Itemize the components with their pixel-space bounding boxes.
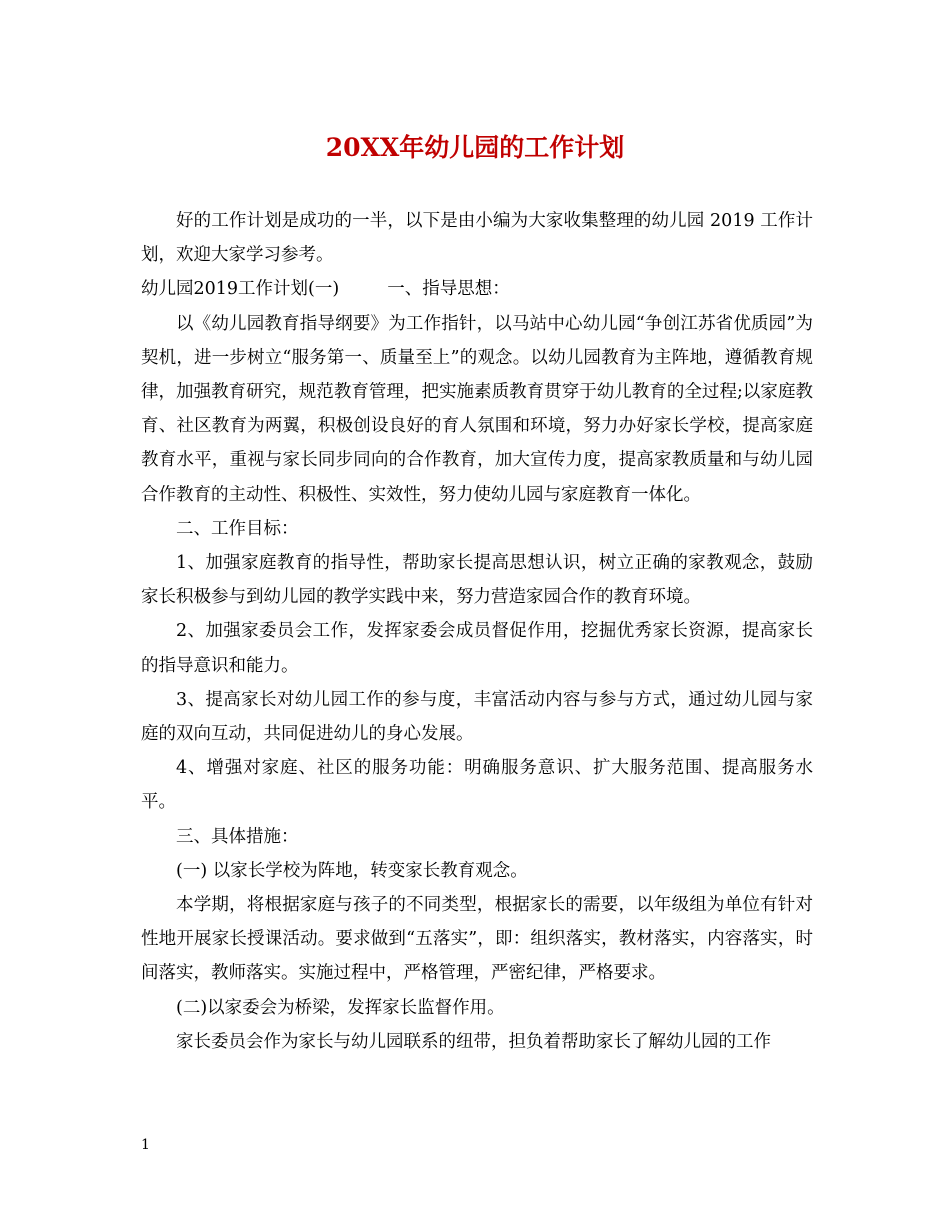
paragraph-plan-heading bbox=[141, 272, 813, 306]
subheading-measure-2: (二)以家委会为桥梁，发挥家长监督作用。 bbox=[176, 997, 505, 1018]
document-body bbox=[141, 204, 813, 1059]
section-heading-goals: 二、工作目标： bbox=[176, 518, 299, 539]
paragraph-measure-1: 本学期，将根据家庭与孩子的不同类型，根据家长的需要，以年级组为单位有针对性地开展家长授课活动。要求做到“五落实”，即：组织落实，教材落实，内容落实，时间落实，教师落实。实施过程中，严格管理，严密纪律，严格要求。 bbox=[141, 895, 813, 984]
plan-label: 幼儿园2019工作计划(一) bbox=[141, 279, 340, 300]
paragraph-measure-2: 家长委员会作为家长与幼儿园联系的纽带，担负着帮助家长了解幼儿园的工作 bbox=[176, 1031, 771, 1052]
document-title: 20XX年幼儿园的工作计划 bbox=[325, 133, 625, 162]
paragraph-intro: 好的工作计划是成功的一半，以下是由小编为大家收集整理的幼儿园 2019 工作计划，欢迎大家学习参考。 bbox=[141, 211, 813, 266]
section-heading-guiding-thought: 一、指导思想： bbox=[387, 279, 510, 300]
paragraph-goal-4: 4、增强对家庭、社区的服务功能：明确服务意识、扩大服务范围、提高服务水平。 bbox=[141, 758, 813, 813]
paragraph-goal-2: 2、加强家委员会工作，发挥家委会成员督促作用，挖掘优秀家长资源，提高家长的指导意识和能力。 bbox=[141, 621, 813, 676]
paragraph-goal-1: 1、加强家庭教育的指导性，帮助家长提高思想认识，树立正确的家教观念，鼓励家长积极参与到幼儿园的教学实践中来，努力营造家园合作的教育环境。 bbox=[141, 553, 813, 608]
paragraph-goal-3: 3、提高家长对幼儿园工作的参与度，丰富活动内容与参与方式，通过幼儿园与家庭的双向互动，共同促进幼儿的身心发展。 bbox=[141, 689, 813, 745]
section-heading-measures: 三、具体措施： bbox=[176, 826, 299, 847]
page-number: 1 bbox=[141, 1137, 150, 1153]
paragraph-guiding-thought: 以《幼儿园教育指导纲要》为工作指针，以马站中心幼儿园“争创江苏省优质园”为契机，进一步树立“服务第一、质量至上”的观念。以幼儿园教育为主阵地，遵循教育规律，加强教育研究，规范教育管理，把实施素质教育贯穿于幼儿教育的全过程;以家庭教育、社区教育为两翼，积极创设良好的育人氛围和环境，努力办好家长学校，提高家庭教育水平，重视与家长同步同向的合作教育，加大宣传力度，提高家教质量和与幼儿园合作教育的主动性、积极性、实效性，努力使幼儿园与家庭教育一体化。 bbox=[141, 313, 813, 505]
subheading-measure-1: (一) 以家长学校为阵地，转变家长教育观念。 bbox=[176, 860, 528, 881]
